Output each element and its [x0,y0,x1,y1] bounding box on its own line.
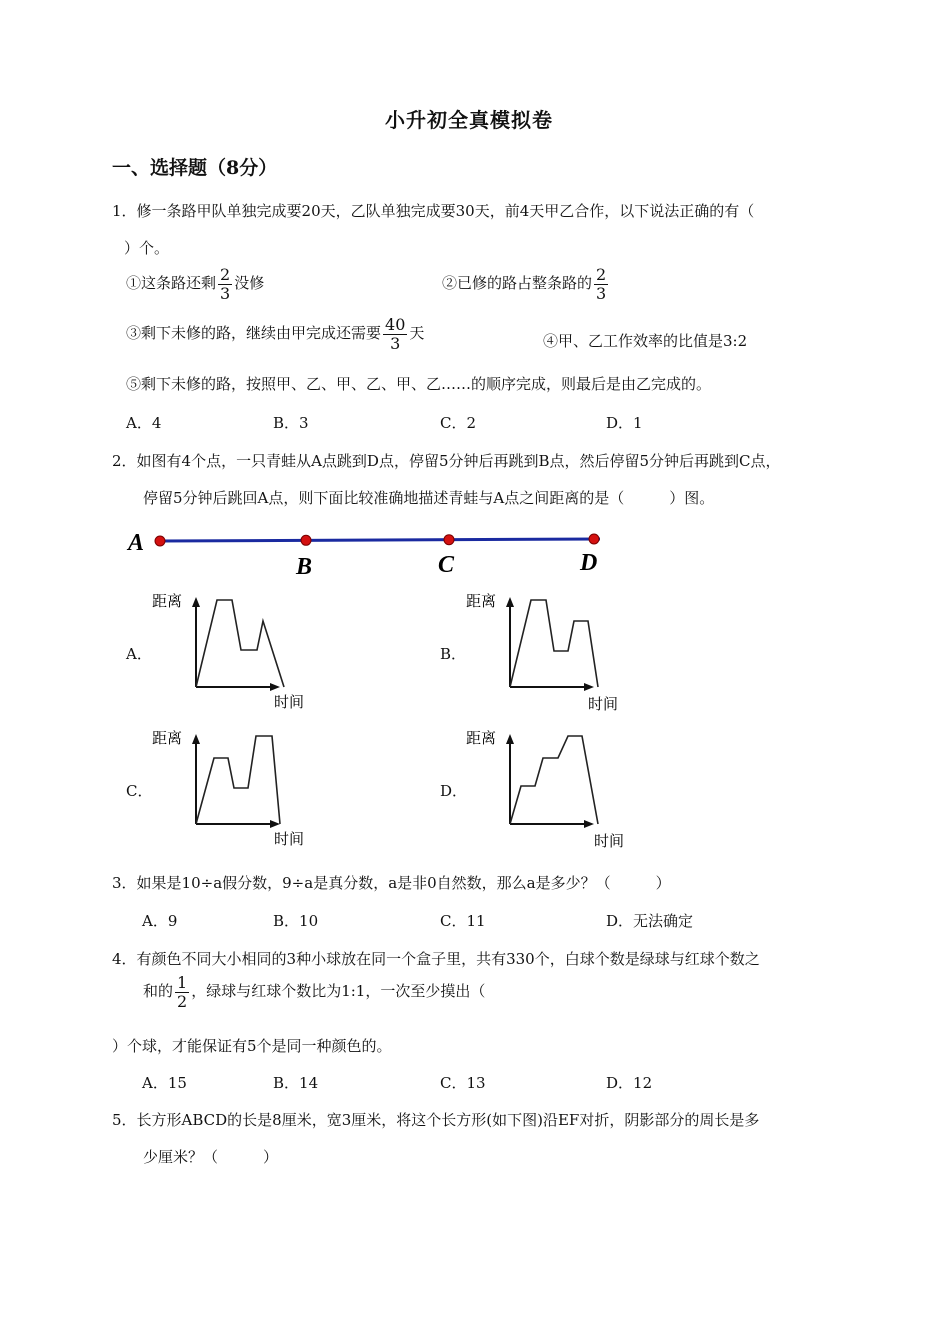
q1-statement-2: ②已修的路占整条路的 $\frac{2}{3}$ [442,265,607,303]
q1-statement-1: ①这条路还剩 $\frac{2}{3}$ 没修 [126,265,265,303]
q4-stem-line2: 和的 $\frac{1}{2}$ ，绿球与红球个数比为1:1，一次至少摸出（ [143,973,486,1011]
x-label: 时间 [594,832,625,850]
q1-stem-line2: ）个。 [124,239,170,257]
q5-stem-line2: 少厘米？（ ） [143,1148,279,1166]
distance-curve [196,600,284,687]
fraction: $\frac{1}{2}$ [177,973,188,1011]
line-segment [160,539,600,541]
distance-curve [196,736,280,824]
q4-option-d: D．12 [606,1074,653,1092]
q1-stem-line1: 1．修一条路甲队单独完成要20天，乙队单独完成要30天，前4天甲乙合作，以下说法正确的有（ [112,202,755,220]
y-label: 距离 [466,729,497,747]
q5-stem-line1: 5．长方形ABCD的长是8厘米，宽3厘米，将这个长方形(如下图)沿EF对折，阴影部分的周长是多 [112,1111,760,1129]
q2-stem-line1: 2．如图有4个点，一只青蛙从A点跳到D点，停留5分钟后再跳到B点，然后停留5分钟后再跳到C点， [112,452,781,470]
x-axis-arrow [584,820,594,828]
distance-curve [510,600,598,687]
x-label: 时间 [588,695,619,713]
q1-option-c: C．2 [440,414,477,432]
q4-option-c: C．13 [440,1074,486,1092]
page-title: 小升初全真模拟卷 [385,108,553,132]
section-heading: 一、选择题（8分） [112,157,278,179]
y-axis-arrow [506,734,514,744]
x-axis-arrow [270,683,280,691]
q2-option-d-label: D． [440,782,468,800]
q2-option-b-label: B． [440,645,467,663]
q1-statement-5: ⑤剩下未修的路，按照甲、乙、甲、乙、甲、乙……的顺序完成，则最后是由乙完成的。 [126,375,712,393]
y-axis-arrow [192,597,200,607]
q4-option-a: A．15 [142,1074,187,1092]
q1-option-b: B．3 [273,414,309,432]
y-label: 距离 [152,729,183,747]
fraction: $\frac{2}{3}$ [596,265,607,303]
fraction: $\frac{40}{3}$ [385,315,406,353]
q1-option-d: D．1 [606,414,643,432]
graph-b [462,585,632,715]
point-b [301,535,311,545]
q3-option-b: B．10 [273,912,319,930]
x-label: 时间 [274,693,305,711]
point-d [589,534,599,544]
y-label: 距离 [152,592,183,610]
x-label: 时间 [274,830,305,848]
q2-option-a-label: A． [126,645,152,663]
x-axis-arrow [270,820,280,828]
graph-d [462,722,637,852]
q3-option-d: D．无法确定 [606,912,694,930]
q4-stem-line1: 4．有颜色不同大小相同的3种小球放在同一个盒子里，共有330个，白球个数是绿球与红球个数之 [112,950,760,968]
label-a: A [128,530,145,556]
graph-c [148,722,318,852]
distance-curve [510,736,598,824]
q4-option-b: B．14 [273,1074,319,1092]
label-b: B [296,554,313,580]
q3-stem: 3．如果是10÷a假分数，9÷a是真分数，a是非0自然数，那么a是多少？（ ） [112,874,671,892]
q1-option-a: A．4 [126,414,162,432]
q2-option-c-label: C． [126,782,153,800]
q3-option-c: C．11 [440,912,486,930]
q1-statement-3: ③剩下未修的路，继续由甲完成还需要 $\frac{40}{3}$ 天 [126,315,425,353]
label-d: D [580,550,598,576]
x-axis-arrow [584,683,594,691]
q1-statement-4: ④甲、乙工作效率的比值是3:2 [543,332,748,350]
y-axis-arrow [192,734,200,744]
q2-stem-line2: 停留5分钟后跳回A点，则下面比较准确地描述青蛙与A点之间距离的是（ ）图。 [143,489,715,507]
point-c [444,535,454,545]
y-axis-arrow [506,597,514,607]
q3-option-a: A．9 [142,912,178,930]
label-c: C [438,552,455,578]
fraction: $\frac{2}{3}$ [220,265,231,303]
point-a [155,536,165,546]
q4-stem-line3: ）个球，才能保证有5个是同一种颜色的。 [112,1037,392,1055]
graph-a [148,585,318,715]
points-line-figure [120,520,620,585]
y-label: 距离 [466,592,497,610]
